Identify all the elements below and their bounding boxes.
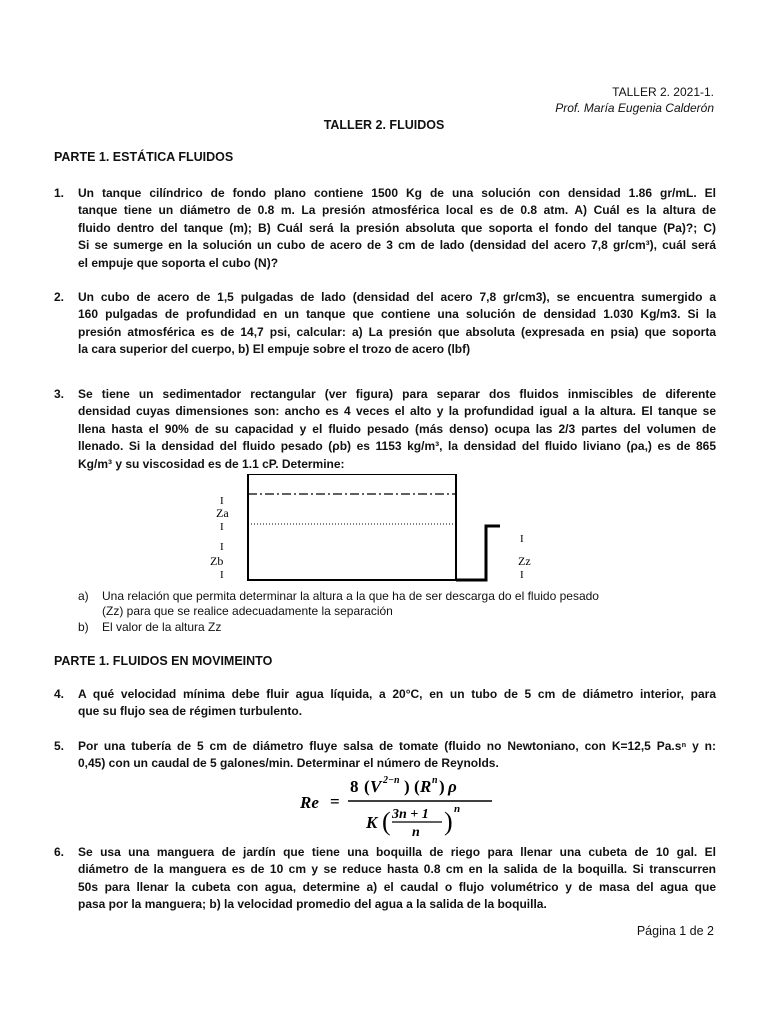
question-line: Se usa una manguera de jardín que tiene una boquilla de riego para llenar una cubeta de 10 gal. El [78, 845, 716, 859]
reynolds-formula [296, 770, 516, 842]
question-line: que su flujo sea de régimen turbulento. [78, 704, 303, 719]
question-line: Se tiene un sedimentador rectangular (ver figura) para separar dos fluidos inmiscibles de diferente [78, 387, 716, 401]
tick-za-bottom: I [220, 521, 224, 533]
question-line: el empuje que soporta el cubo (N)? [78, 255, 279, 270]
label-zb: Zb [210, 554, 224, 568]
formula-num-R: R [420, 777, 432, 796]
sedimentator-figure [200, 474, 540, 586]
question-line: 160 pulgadas de profundidad en un tanque que contiene una solución de densidad 1.030 Kg/m3. Si la [78, 307, 716, 322]
sub-text: El valor de la altura Zz [102, 620, 222, 634]
svg-text:(: ( [364, 777, 370, 796]
question-line: tanque tiene un diámetro de 0.8 m. La presión atmosférica local es de 0.8 atm. A) Cuál es la altura de [78, 203, 716, 218]
question-5 [54, 738, 716, 773]
formula-eq: = [330, 792, 340, 811]
question-3 [54, 386, 716, 473]
section-title-part1: PARTE 1. ESTÁTICA FLUIDOS [54, 150, 234, 164]
question-6 [54, 844, 716, 914]
question-line: Un tanque cilíndrico de fondo plano contiene 1500 Kg de una solución con densidad 1.86 gr/mL. El [78, 186, 716, 200]
question-line: llena hasta el 90% de su capacidad y el fluido pesado (más denso) ocupa las 2/3 partes del volumen de [78, 421, 716, 436]
question-line: 50s para llenar la cubeta con agua, determine a) el caudal o flujo volumétrico y de masa del agua que [78, 879, 716, 894]
label-zz: Zz [518, 554, 531, 568]
question-number: 3. [54, 387, 65, 401]
question-line: diámetro de la manguera es de 10 cm y se reduce hasta 0.8 cm en la salida de la boquilla. Si transcurren [78, 862, 716, 877]
tick-zb-bottom: I [220, 569, 224, 581]
formula-den-exp: n [454, 803, 461, 815]
course-line: TALLER 2. 2021-1. [612, 85, 714, 99]
question-line: Si se sumerge en la solución un cubo de acero de 3 cm de lado (densidad del acero 7,8 gr/cm³), cuál será [78, 238, 716, 253]
formula-lhs: Re [300, 793, 319, 812]
formula-den-top: 3n + 1 [392, 807, 429, 822]
header-info [555, 84, 714, 116]
svg-text:): ) [444, 807, 453, 836]
question-number: 6. [54, 845, 65, 859]
question-line: llenado. Si la densidad del fluido pesado (ρb) es 1153 kg/m³, la densidad del fluido liviano (ρa,) es de 865 [78, 439, 716, 454]
question-3-sub-a [78, 589, 716, 619]
question-line: pasa por la manguera; b) la velocidad promedio del agua a la salida de la boquilla. [78, 897, 547, 912]
question-line: la cara superior del cuerpo, b) El empuje sobre el trozo de acero (lbf) [78, 342, 471, 357]
sub-label: a) [78, 589, 89, 603]
formula-num-R-exp: n [432, 775, 438, 786]
page-number: Página 1 de 2 [636, 924, 714, 938]
question-3-sub-b [78, 620, 221, 635]
question-line: Un cubo de acero de 1,5 pulgadas de lado (densidad del acero 7,8 gr/cm3), se encuentra sumergido a [78, 290, 716, 304]
question-2 [54, 289, 716, 359]
question-line: presión atmosférica es de 14,7 psi, calcular: a) La presión que absoluta (expresada en psia) que soporta [78, 324, 716, 339]
section-title-part2: PARTE 1. FLUIDOS EN MOVIMEINTO [54, 654, 273, 668]
tick-zb-top: I [220, 541, 224, 553]
formula-num-V: V [370, 777, 382, 796]
question-4 [54, 686, 716, 721]
question-line: densidad cuyas dimensiones son: ancho es 4 veces el alto y la profundidad igual a la altura. El tanque se [78, 404, 716, 419]
sub-text: (Zz) para que se realice adecuadamente la separación [102, 604, 393, 618]
tick-zz-bottom: I [520, 569, 524, 581]
question-1 [54, 185, 716, 272]
question-line: A qué velocidad mínima debe fluir agua líquida, a 20°C, en un tubo de 5 cm de diámetro interior, para [78, 687, 716, 701]
question-number: 5. [54, 739, 65, 753]
question-number: 1. [54, 186, 65, 200]
tick-zz-top: I [520, 533, 524, 545]
question-line: Por una tubería de 5 cm de diámetro fluye salsa de tomate (fluido no Newtoniano, con K=12,5 Pa.sⁿ y n: [78, 739, 716, 753]
sub-text: Una relación que permita determinar la altura a la que ha de ser descarga do el fluido pesado [102, 589, 599, 603]
label-za: Za [216, 506, 229, 520]
formula-num-8: 8 [350, 777, 359, 796]
formula-den-K: K [366, 813, 378, 832]
sub-label: b) [78, 620, 89, 634]
tank-outline [248, 474, 456, 580]
question-line: Kg/m³ y su viscosidad es de 1.1 cP. Determine: [78, 456, 345, 471]
svg-text:(: ( [382, 807, 391, 836]
page-title: TALLER 2. FLUIDOS [323, 118, 445, 132]
question-line: fluido dentro del tanque (m); B) Cuál será la presión absoluta que soporta el fondo del tanque (Pa)?; C) [78, 220, 716, 235]
svg-text:): ) [439, 777, 445, 796]
formula-num-rho: ρ [448, 777, 457, 796]
discharge-pipe [456, 526, 500, 580]
question-number: 2. [54, 290, 65, 304]
svg-text:(: ( [414, 777, 420, 796]
tick-za-top: I [220, 495, 224, 507]
formula-den-bot: n [412, 825, 420, 840]
question-line: 0,45) con un caudal de 5 galones/min. Determinar el número de Reynolds. [78, 756, 499, 771]
svg-text:): ) [404, 777, 410, 796]
question-number: 4. [54, 687, 65, 701]
professor-name: Prof. María Eugenia Calderón [555, 101, 714, 115]
formula-num-V-exp: 2−n [383, 775, 400, 786]
